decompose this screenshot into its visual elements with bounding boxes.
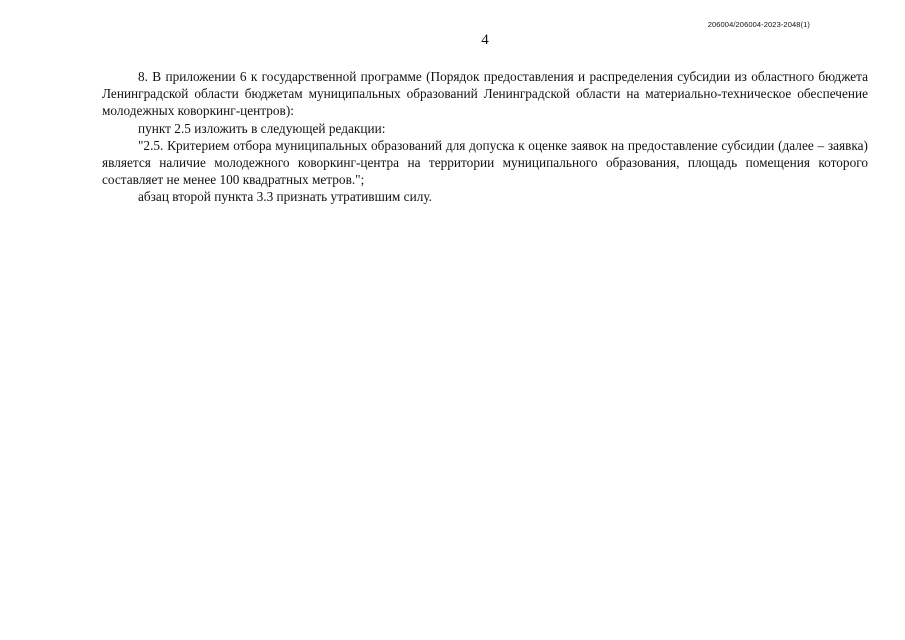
paragraph-clause-2-5-intro: пункт 2.5 изложить в следующей редакции:	[138, 120, 386, 136]
page-number: 4	[481, 32, 489, 48]
paragraph-amendment-8: 8. В приложении 6 к государственной программе (Порядок предоставления и распределения субсидии из областного бюджета Ленинградской области бюджетам муниципальных образований Ленинградской области на материально-техническое обеспечение молодежных коворкинг-центров):	[102, 69, 868, 119]
document-body	[102, 68, 868, 206]
paragraph-clause-2-5-text: "2.5. Критерием отбора муниципальных образований для допуска к оценке заявок на предоставление субсидии (далее – заявка) является наличие молодежного коворкинг-центра на территории муниципального образования, площадь помещения которого составляет не менее 100 квадратных метров.";	[102, 137, 868, 188]
paragraph-clause-3-3: абзац второй пункта 3.3 признать утратившим силу.	[138, 189, 432, 205]
document-code: 206004/206004-2023-2048(1)	[707, 20, 810, 29]
